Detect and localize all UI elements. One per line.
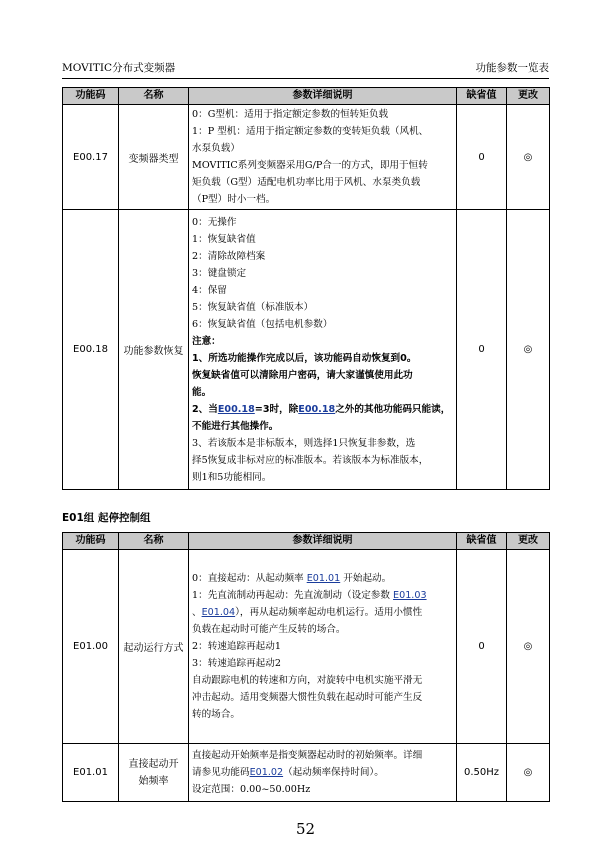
header-left-title: MOVITIC分布式变频器: [62, 62, 176, 74]
desc-line: 设定范围：0.00~50.00Hz: [192, 784, 311, 795]
param-link[interactable]: E01.02: [249, 767, 284, 778]
desc-line: 直接起动开始频率是指变频器起动时的初始频率。详细: [192, 750, 423, 761]
desc-line: 自动跟踪电机的转速和方向，对旋转中电机实施平滑无: [192, 675, 423, 686]
desc-line: （P型）时小一档。: [192, 194, 276, 205]
desc-line: 1：恢复缺省值: [192, 233, 256, 245]
param-code: E00.17: [63, 105, 119, 210]
note-line: 恢复缺省值可以清除用户密码，请大家谨慎使用此功: [192, 369, 413, 381]
desc-line: [192, 604, 453, 621]
desc-line: 负载在起动时可能产生反转的场合。: [192, 624, 346, 635]
desc-line: [192, 570, 453, 587]
col-default-header: 缺省值: [457, 533, 507, 550]
param-name: 变频器类型: [119, 105, 189, 210]
col-desc-header: 参数详细说明: [189, 533, 457, 550]
table-row: [63, 550, 550, 744]
col-change-header: 更改: [507, 88, 550, 105]
note-text: =3时，除: [254, 403, 299, 415]
col-code-header: 功能码: [63, 88, 119, 105]
col-desc-header: 参数详细说明: [189, 88, 457, 105]
col-change-header: 更改: [507, 533, 550, 550]
param-code: E01.00: [63, 550, 119, 744]
param-link[interactable]: E01.01: [306, 573, 341, 584]
param-name: 直接起动开始频率: [119, 744, 189, 802]
desc-line: 2：清除故障档案: [192, 250, 266, 262]
desc-line: 3：键盘锁定: [192, 267, 247, 279]
note-text: 之外的其他功能码只能读，: [335, 403, 451, 415]
desc-line: 转的场合。: [192, 709, 240, 720]
param-change-mark: ◎: [507, 105, 550, 210]
desc-text: 1：先直流制动再起动：先直流制动（设定参数: [192, 590, 394, 601]
note-text: 2、当: [192, 403, 218, 415]
param-default: 0.50Hz: [457, 744, 507, 802]
param-code: E00.18: [63, 210, 119, 490]
col-default-header: 缺省值: [457, 88, 507, 105]
param-link[interactable]: E00.18: [298, 403, 336, 415]
desc-text: 0：直接起动：从起动频率: [192, 573, 307, 584]
col-name-header: 名称: [119, 88, 189, 105]
param-table-e01: [62, 532, 550, 802]
note-line: 1、所选功能操作完成以后，该功能码自动恢复到0。: [192, 352, 417, 364]
param-link[interactable]: E01.03: [393, 590, 427, 601]
desc-line: 水泵负载）: [192, 143, 240, 154]
desc-line: MOVITIC系列变频器采用G/P合一的方式，即用于恒转: [192, 160, 428, 171]
desc-line: 3：转速追踪再起动2: [192, 658, 281, 669]
page-number: 52: [295, 820, 316, 838]
desc-line: 0：G型机：适用于指定额定参数的恒转矩负载: [192, 109, 389, 120]
param-default: 0: [457, 210, 507, 490]
param-change-mark: ◎: [507, 744, 550, 802]
param-default: 0: [457, 105, 507, 210]
desc-line: 冲击起动。适用变频器大惯性负载在起动时可能产生反: [192, 692, 423, 703]
param-code: E01.01: [63, 744, 119, 802]
table-header-row: [63, 88, 550, 105]
note-line: 则1和5功能相同。: [192, 471, 272, 483]
desc-line: [192, 764, 453, 781]
header-right-title: 功能参数一览表: [475, 62, 549, 74]
desc-text: （起动频率保持时间）。: [283, 767, 384, 778]
note-line: 不能进行其他操作。: [192, 420, 279, 432]
table-row: [63, 105, 550, 210]
desc-line: 1：P 型机：适用于指定额定参数的变转矩负载（风机、: [192, 126, 429, 137]
param-table-e00: [62, 87, 550, 490]
param-description: [189, 550, 457, 744]
desc-line: 矩负载（G型）适配电机功率比用于风机、水泵类负载: [192, 177, 421, 188]
table-row: [63, 210, 550, 490]
desc-text: 请参见功能码: [192, 767, 250, 778]
table-row: [63, 744, 550, 802]
param-link[interactable]: E01.04: [201, 607, 236, 618]
desc-line: 0：无操作: [192, 216, 237, 228]
param-name: 功能参数恢复: [119, 210, 189, 490]
param-name: 起动运行方式: [119, 550, 189, 744]
note-title: 注意：: [192, 335, 221, 347]
param-description: [189, 744, 457, 802]
note-line: 3、若该版本是非标版本，则选择1只恢复非参数，选: [192, 437, 416, 449]
desc-text: 、: [192, 607, 202, 618]
table-header-row: [63, 533, 550, 550]
param-link[interactable]: E00.18: [217, 403, 255, 415]
param-default: 0: [457, 550, 507, 744]
desc-text: 开始起动。: [340, 573, 392, 584]
desc-line: 5：恢复缺省值（标准版本）: [192, 301, 314, 313]
desc-text: ），再从起动频率起动电机运行。适用小惯性: [235, 607, 423, 618]
col-code-header: 功能码: [63, 533, 119, 550]
desc-line: 6：恢复缺省值（包括电机参数）: [192, 318, 333, 330]
param-change-mark: ◎: [507, 550, 550, 744]
param-description: [189, 210, 457, 490]
param-description: [189, 105, 457, 210]
param-change-mark: ◎: [507, 210, 550, 490]
desc-line: [192, 587, 453, 604]
note-line: [192, 401, 453, 418]
page-header: [62, 58, 549, 79]
note-line: 择5恢复成非标对应的标准版本。若该版本为标准版本，: [192, 454, 429, 466]
note-line: 能。: [192, 386, 212, 398]
section-title: E01组 起停控制组: [62, 512, 151, 524]
desc-line: 4：保留: [192, 284, 227, 296]
col-name-header: 名称: [119, 533, 189, 550]
desc-line: 2：转速追踪再起动1: [192, 641, 281, 652]
